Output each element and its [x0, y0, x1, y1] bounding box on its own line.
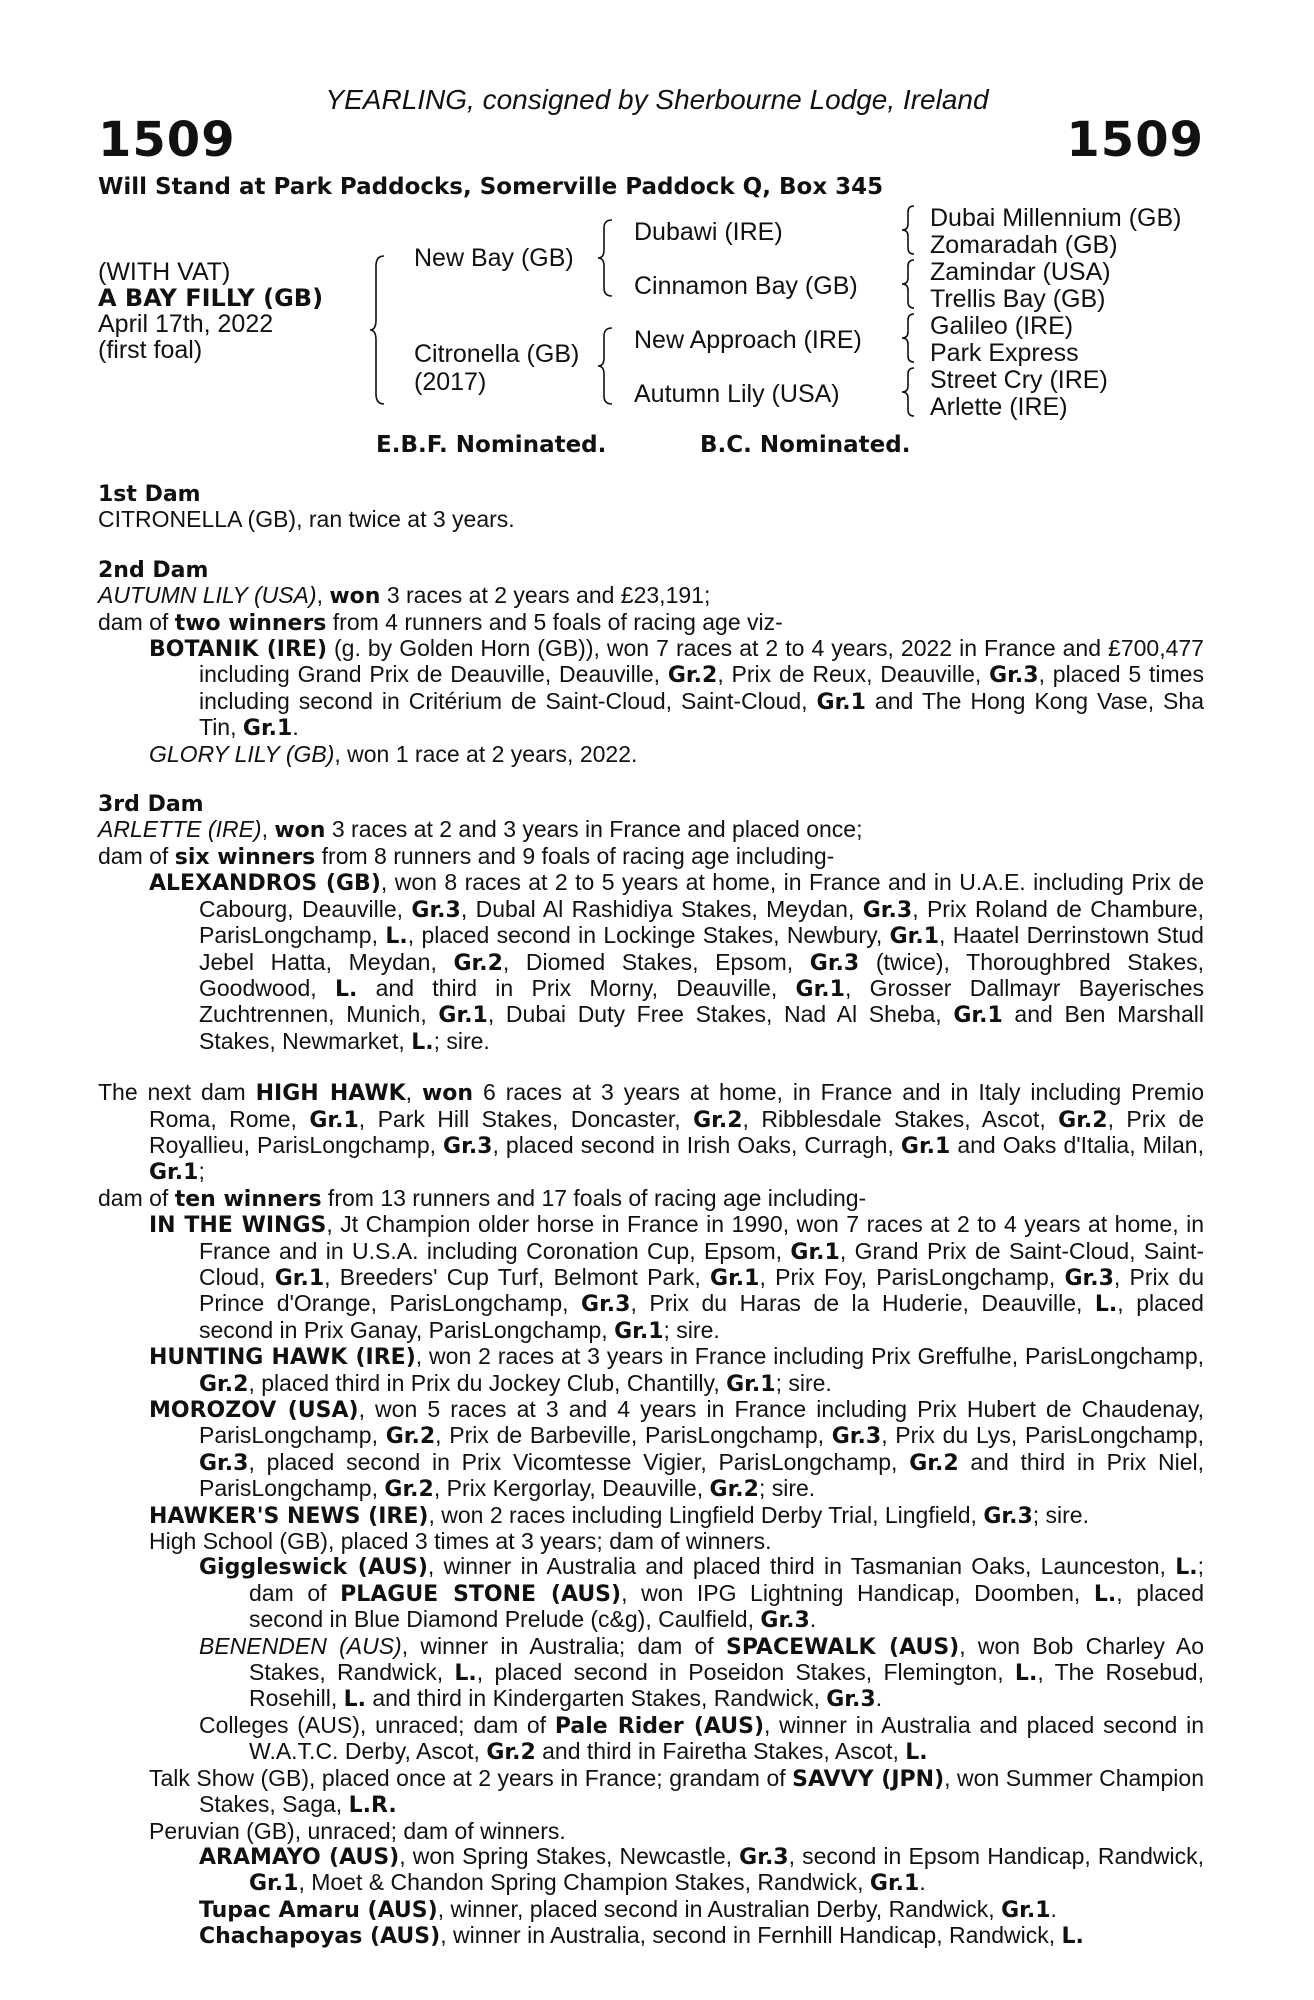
bold-text: HUNTING HAWK (IRE)	[149, 1345, 416, 1371]
foal-note: (first foal)	[98, 336, 203, 364]
stand-location: Will Stand at Park Paddocks, Somerville Paddock Q, Box 345	[98, 174, 884, 200]
pedigree-brace-g3-3	[900, 312, 920, 364]
text-run: ; sire.	[433, 1027, 490, 1054]
bold-text: SAVVY (JPN)	[792, 1766, 945, 1792]
text-run: , Prix du Haras de la Huderie, Deauville,	[630, 1290, 1095, 1317]
bold-text: Giggleswick (AUS)	[199, 1555, 428, 1581]
text-run: (g. by Golden Horn (GB)), won 7 races at 2 to 4 years, 2022 in France and £700,477 including Grand Prix de Deauville, Deauville,	[199, 635, 1204, 688]
pedigree-entry	[98, 1212, 1204, 1344]
pedigree-entry	[98, 1819, 1204, 1844]
bold-text: Gr.1	[309, 1107, 359, 1133]
bold-text: L.	[1093, 1581, 1117, 1607]
text-run: .	[919, 1869, 926, 1896]
text-run: , won 2 races at 3 years in France including Prix Greffulhe, ParisLongchamp,	[415, 1343, 1204, 1370]
italic-text: ARLETTE (IRE)	[98, 816, 262, 843]
text-run: from 13 runners and 17 foals of racing age including-	[321, 1184, 867, 1211]
text-run: ,	[316, 582, 330, 609]
text-run: ; sire.	[758, 1475, 816, 1502]
text-run: ,	[261, 816, 275, 843]
text-run: , Dubal Al Rashidiya Stakes, Meydan,	[460, 895, 863, 922]
section-gap	[98, 533, 1204, 558]
bold-text: Gr.1	[816, 689, 866, 715]
bold-text: Gr.3	[443, 1133, 493, 1159]
text-run: .	[1050, 1895, 1057, 1922]
bold-text: L.	[343, 1687, 366, 1713]
pedigree-brace-sire	[596, 218, 616, 298]
text-run: Talk Show (GB), placed once at 2 years in France; grandam of	[149, 1764, 793, 1791]
bold-text: HAWKER'S NEWS (IRE)	[149, 1503, 429, 1529]
bold-text: won	[421, 1081, 474, 1107]
text-run: , Prix de Reux, Deauville,	[717, 661, 990, 688]
text-run: , Park Hill Stakes, Doncaster,	[358, 1105, 694, 1132]
text-run: ; dam of	[249, 1553, 1204, 1606]
bold-text: L.	[1175, 1555, 1198, 1581]
gen2-sire-dam: Cinnamon Bay (GB)	[634, 272, 858, 300]
text-run: , winner in Australia, second in Fernhill Handicap, Randwick,	[440, 1922, 1062, 1949]
text-run: , placed second in Prix Ganay, ParisLongchamp,	[199, 1290, 1204, 1343]
bold-text: L.	[1014, 1661, 1038, 1687]
gen3-4: Trellis Bay (GB)	[930, 285, 1106, 313]
text-run: , second in Epsom Handicap, Randwick,	[788, 1842, 1204, 1869]
text-run: , won 1 race at 2 years, 2022.	[334, 740, 638, 767]
bold-text: L.	[905, 1740, 928, 1766]
text-run: from 4 runners and 5 foals of racing age viz-	[326, 608, 783, 635]
text-run: , placed 5 times including second in Critérium de Saint-Cloud, Saint-Cloud,	[199, 661, 1204, 714]
section-gap	[98, 1055, 1204, 1080]
text-run: , Breeders' Cup Turf, Belmont Park,	[324, 1263, 711, 1290]
text-run: , Ribblesdale Stakes, Ascot,	[742, 1105, 1059, 1132]
gen2-sire-sire: Dubawi (IRE)	[634, 218, 783, 246]
bold-text: Gr.1	[900, 1133, 951, 1159]
gen3-1: Dubai Millennium (GB)	[930, 204, 1182, 232]
bold-text: ten winners	[174, 1186, 322, 1212]
bold-text: L.	[454, 1661, 477, 1687]
bold-text: Gr.3	[739, 1844, 789, 1870]
pedigree-entry	[98, 844, 1204, 870]
bold-text: L.	[334, 976, 358, 1002]
bold-text: won	[274, 818, 326, 844]
text-run: 3 races at 2 years and £23,191;	[380, 582, 711, 609]
pedigree-entry	[98, 742, 1204, 767]
text-run: , Haatel Derrinstown Stud Jebel Hatta, Meydan,	[199, 922, 1204, 975]
bold-text: Gr.1	[1001, 1897, 1051, 1923]
bold-text: Gr.2	[667, 663, 718, 689]
text-run: , won Spring Stakes, Newcastle,	[399, 1842, 740, 1869]
bold-text: Chachapoyas (AUS)	[199, 1924, 441, 1950]
bold-text: Gr.2	[693, 1107, 743, 1133]
text-run: 3 races at 2 and 3 years in France and placed once;	[325, 816, 863, 843]
text-run: , Prix du Prince d'Orange, ParisLongchamp,	[199, 1263, 1204, 1317]
bold-text: Gr.2	[709, 1477, 759, 1503]
bold-text: L.R.	[348, 1793, 397, 1819]
text-run: , placed second in Lockinge Stakes, Newbury,	[407, 922, 890, 949]
dam-heading: 3rd Dam	[98, 792, 204, 818]
bold-text: Gr.3	[862, 897, 913, 923]
text-run: , Moet & Chandon Spring Champion Stakes, Randwick,	[298, 1869, 870, 1896]
text-run: , Diomed Stakes, Epsom,	[502, 948, 810, 975]
italic-text: GLORY LILY (GB)	[149, 740, 335, 767]
text-run: , Jt Champion older horse in France in 1990, won 7 races at 2 to 4 years at home, in France and in U.S.A. including Coronation Cup, Epsom,	[199, 1211, 1204, 1264]
bold-text: Gr.1	[869, 1871, 920, 1897]
bold-text: six winners	[174, 844, 316, 870]
bold-text: L.	[1094, 1292, 1118, 1318]
bold-text: Gr.1	[249, 1871, 299, 1897]
bold-text: Gr.1	[242, 716, 293, 742]
text-run: , won Summer Champion Stakes, Saga,	[199, 1764, 1204, 1818]
bold-text: L.	[385, 924, 408, 950]
bold-text: SPACEWALK (AUS)	[725, 1634, 960, 1660]
text-run: , placed second in Prix Vicomtesse Vigier, ParisLongchamp,	[248, 1448, 910, 1475]
bold-text: Gr.3	[411, 897, 461, 923]
text-run: .	[875, 1685, 883, 1712]
bold-text: Gr.1	[149, 1160, 199, 1186]
bold-text: Gr.3	[760, 1608, 810, 1634]
pedigree-entry	[98, 1503, 1204, 1529]
bold-text: Gr.2	[909, 1450, 959, 1476]
lot-number-right: 1509	[1066, 112, 1204, 168]
pedigree-entry	[98, 1766, 1204, 1819]
pedigree-brace-g3-1	[900, 204, 920, 256]
pedigree-entry	[98, 1634, 1204, 1713]
pedigree-entry	[98, 1897, 1204, 1923]
text-run: , Prix de Royallieu, ParisLongchamp,	[149, 1105, 1204, 1158]
bold-text: Gr.2	[453, 950, 503, 976]
bold-text: Gr.3	[983, 1503, 1033, 1529]
bold-text: Gr.1	[889, 924, 940, 950]
text-run: and third in Prix Niel, ParisLongchamp,	[199, 1448, 1204, 1502]
bold-text: BOTANIK (IRE)	[149, 637, 327, 663]
bold-text: L.	[411, 1029, 434, 1055]
bold-text: MOROZOV (USA)	[149, 1398, 359, 1423]
text-run: , Prix Kergorlay, Deauville,	[433, 1475, 710, 1502]
bc-nomination: B.C. Nominated.	[700, 432, 911, 458]
bold-text: HIGH HAWK	[255, 1081, 406, 1107]
text-run: , won IPG Lightning Handicap, Doomben,	[621, 1579, 1094, 1606]
bold-text: PLAGUE STONE (AUS)	[340, 1581, 622, 1607]
pedigree-entry	[98, 1554, 1204, 1633]
pedigree-entry	[98, 1844, 1204, 1897]
pedigree-entry	[98, 583, 1204, 609]
text-run: , won 2 races including Lingfield Derby Trial, Lingfield,	[428, 1501, 984, 1528]
pedigree-entry	[98, 1397, 1204, 1503]
text-run: and third in Prix Morny, Deauville,	[357, 974, 796, 1001]
dam-heading: 2nd Dam	[98, 557, 209, 583]
bold-text: Gr.1	[614, 1318, 664, 1344]
pedigree-entry	[98, 636, 1204, 742]
pedigree-entry	[98, 817, 1204, 843]
bold-text: ALEXANDROS (GB)	[149, 871, 381, 897]
bold-text: Gr.2	[384, 1477, 434, 1503]
pedigree-entry	[98, 1713, 1204, 1766]
horse-name: A BAY FILLY (GB)	[98, 284, 324, 312]
ebf-nomination: E.B.F. Nominated.	[376, 432, 607, 458]
text-run: , won Bob Charley Ao Stakes, Randwick,	[249, 1632, 1204, 1686]
bold-text: Gr.3	[809, 950, 860, 976]
text-run: Colleges (AUS), unraced; dam of	[199, 1711, 555, 1738]
text-run: dam of	[98, 1184, 175, 1211]
text-run: and The Hong Kong Vase, Sha Tin,	[199, 687, 1204, 741]
bold-text: Gr.2	[486, 1740, 536, 1766]
bold-text: Pale Rider (AUS)	[554, 1713, 764, 1739]
text-run: ; sire.	[775, 1369, 832, 1396]
text-run: ;	[198, 1158, 205, 1185]
dam-year: (2017)	[414, 368, 487, 396]
text-run: , winner in Australia and placed third in Tasmanian Oaks, Launceston,	[427, 1553, 1176, 1580]
text-run: .	[809, 1606, 817, 1633]
pedigree-entry	[98, 870, 1204, 1055]
bold-text: Gr.3	[1064, 1265, 1114, 1291]
text-run: , Prix Roland de Chambure, ParisLongchamp,	[199, 895, 1204, 949]
text-run: Peruvian (GB), unraced; dam of winners.	[149, 1817, 566, 1844]
bold-text: Gr.1	[438, 1003, 488, 1029]
text-run: , Grosser Dallmayr Bayerisches Zuchtrennen, Munich,	[199, 974, 1205, 1028]
text-run: 6 races at 3 years at home, in France and in Italy including Premio Roma, Rome,	[149, 1079, 1204, 1132]
text-run: , won 5 races at 3 and 4 years in France including Prix Hubert de Chaudenay, ParisLongchamp,	[199, 1396, 1204, 1449]
text-run: and third in Fairetha Stakes, Ascot,	[535, 1738, 906, 1765]
text-run: , placed second in Blue Diamond Prelude (c&g), Caulfield,	[249, 1579, 1204, 1633]
text-run: CITRONELLA (GB), ran twice at 3 years.	[98, 506, 515, 533]
text-run: , Prix du Lys, ParisLongchamp,	[881, 1422, 1204, 1449]
text-run: , Prix Foy, ParisLongchamp,	[759, 1263, 1065, 1290]
gen2-dam-dam: Autumn Lily (USA)	[634, 380, 840, 408]
text-run: , placed third in Prix du Jockey Club, Chantilly,	[248, 1369, 727, 1396]
bold-text: Gr.1	[274, 1265, 325, 1291]
text-run: and third in Kindergarten Stakes, Randwick,	[366, 1685, 827, 1712]
gen3-6: Park Express	[930, 339, 1079, 367]
text-run: dam of	[98, 608, 175, 635]
dam-name: Citronella (GB)	[414, 340, 580, 368]
gen3-7: Street Cry (IRE)	[930, 366, 1108, 394]
text-run: .	[292, 714, 299, 741]
bold-text: L.	[1061, 1924, 1084, 1950]
text-run: , The Rosebud, Rosehill,	[249, 1659, 1204, 1712]
pedigree-entry	[98, 1923, 1204, 1949]
gen3-8: Arlette (IRE)	[930, 393, 1068, 421]
text-run: and Oaks d'Italia, Milan,	[950, 1131, 1204, 1158]
bold-text: Gr.3	[199, 1450, 249, 1476]
text-run: , Dubai Duty Free Stakes, Nad Al Sheba,	[487, 1001, 954, 1028]
text-run: ,	[405, 1079, 422, 1106]
text-run: , winner in Australia; dam of	[401, 1632, 726, 1659]
bold-text: IN THE WINGS	[149, 1213, 327, 1239]
bold-text: Gr.1	[726, 1371, 776, 1397]
italic-text: BENENDEN (AUS)	[199, 1632, 402, 1659]
text-run: The next dam	[98, 1079, 256, 1106]
dam-heading: 1st Dam	[98, 482, 201, 507]
foaling-date: April 17th, 2022	[98, 310, 274, 338]
text-run: (twice), Thoroughbred Stakes, Goodwood,	[199, 948, 1204, 1001]
gen3-2: Zomaradah (GB)	[930, 231, 1118, 259]
bold-text: Gr.2	[1058, 1107, 1108, 1133]
pedigree-entry	[98, 507, 1204, 532]
bold-text: Gr.3	[831, 1424, 882, 1450]
pedigree-brace-main	[368, 254, 388, 406]
text-run: , won 8 races at 2 to 5 years at home, in France and in U.A.E. including Prix de Cabourg, Deauville,	[199, 869, 1204, 922]
pedigree-entry	[98, 1529, 1204, 1554]
bold-text: Gr.1	[953, 1003, 1003, 1029]
pedigree-brace-g3-2	[900, 258, 920, 310]
section-gap	[98, 767, 1204, 792]
sire-name: New Bay (GB)	[414, 244, 574, 272]
bold-text: ARAMAYO (AUS)	[199, 1844, 400, 1870]
bold-text: Gr.3	[581, 1292, 631, 1318]
text-run: and Ben Marshall Stakes, Newmarket,	[199, 1001, 1204, 1054]
text-run: , winner, placed second in Australian Derby, Randwick,	[437, 1895, 1002, 1922]
text-run: , placed second in Poseidon Stakes, Flemington,	[476, 1659, 1015, 1686]
gen2-dam-sire: New Approach (IRE)	[634, 326, 862, 354]
bold-text: Gr.1	[790, 1239, 840, 1265]
pedigree-entry	[98, 610, 1204, 636]
consignor-line: YEARLING, consigned by Sherbourne Lodge, Ireland	[325, 84, 989, 115]
text-run: High School (GB), placed 3 times at 3 years; dam of winners.	[149, 1528, 772, 1555]
text-run: , winner in Australia and placed second in W.A.T.C. Derby, Ascot,	[249, 1711, 1204, 1765]
text-run: ; sire.	[663, 1316, 720, 1343]
text-run: dam of	[98, 842, 175, 869]
pedigree-brace-dam	[596, 326, 616, 406]
italic-text: AUTUMN LILY (USA)	[98, 582, 317, 609]
pedigree-entry	[98, 1344, 1204, 1397]
bold-text: Gr.3	[989, 663, 1039, 689]
text-run: , Prix de Barbeville, ParisLongchamp,	[435, 1422, 832, 1449]
bold-text: Gr.1	[795, 976, 845, 1002]
bold-text: Gr.2	[385, 1424, 436, 1450]
pedigree-brace-g3-4	[900, 366, 920, 418]
vat-label: (WITH VAT)	[98, 258, 231, 286]
text-run: , placed second in Irish Oaks, Curragh,	[492, 1131, 901, 1158]
pedigree-entry	[98, 1186, 1204, 1212]
bold-text: won	[329, 584, 381, 610]
bold-text: Gr.2	[199, 1371, 249, 1397]
pedigree-entry	[98, 1080, 1204, 1186]
text-run: ; sire.	[1032, 1501, 1089, 1528]
bold-text: Gr.1	[710, 1265, 760, 1291]
bold-text: Tupac Amaru (AUS)	[199, 1897, 438, 1923]
bold-text: Gr.3	[826, 1687, 876, 1713]
bold-text: two winners	[174, 610, 327, 636]
gen3-5: Galileo (IRE)	[930, 312, 1074, 340]
gen3-3: Zamindar (USA)	[930, 258, 1111, 286]
text-run: from 8 runners and 9 foals of racing age including-	[315, 842, 835, 869]
text-run: , Grand Prix de Saint-Cloud, Saint-Cloud,	[199, 1237, 1204, 1290]
lot-number-left: 1509	[98, 112, 236, 168]
catalogue-body	[98, 482, 1204, 1950]
